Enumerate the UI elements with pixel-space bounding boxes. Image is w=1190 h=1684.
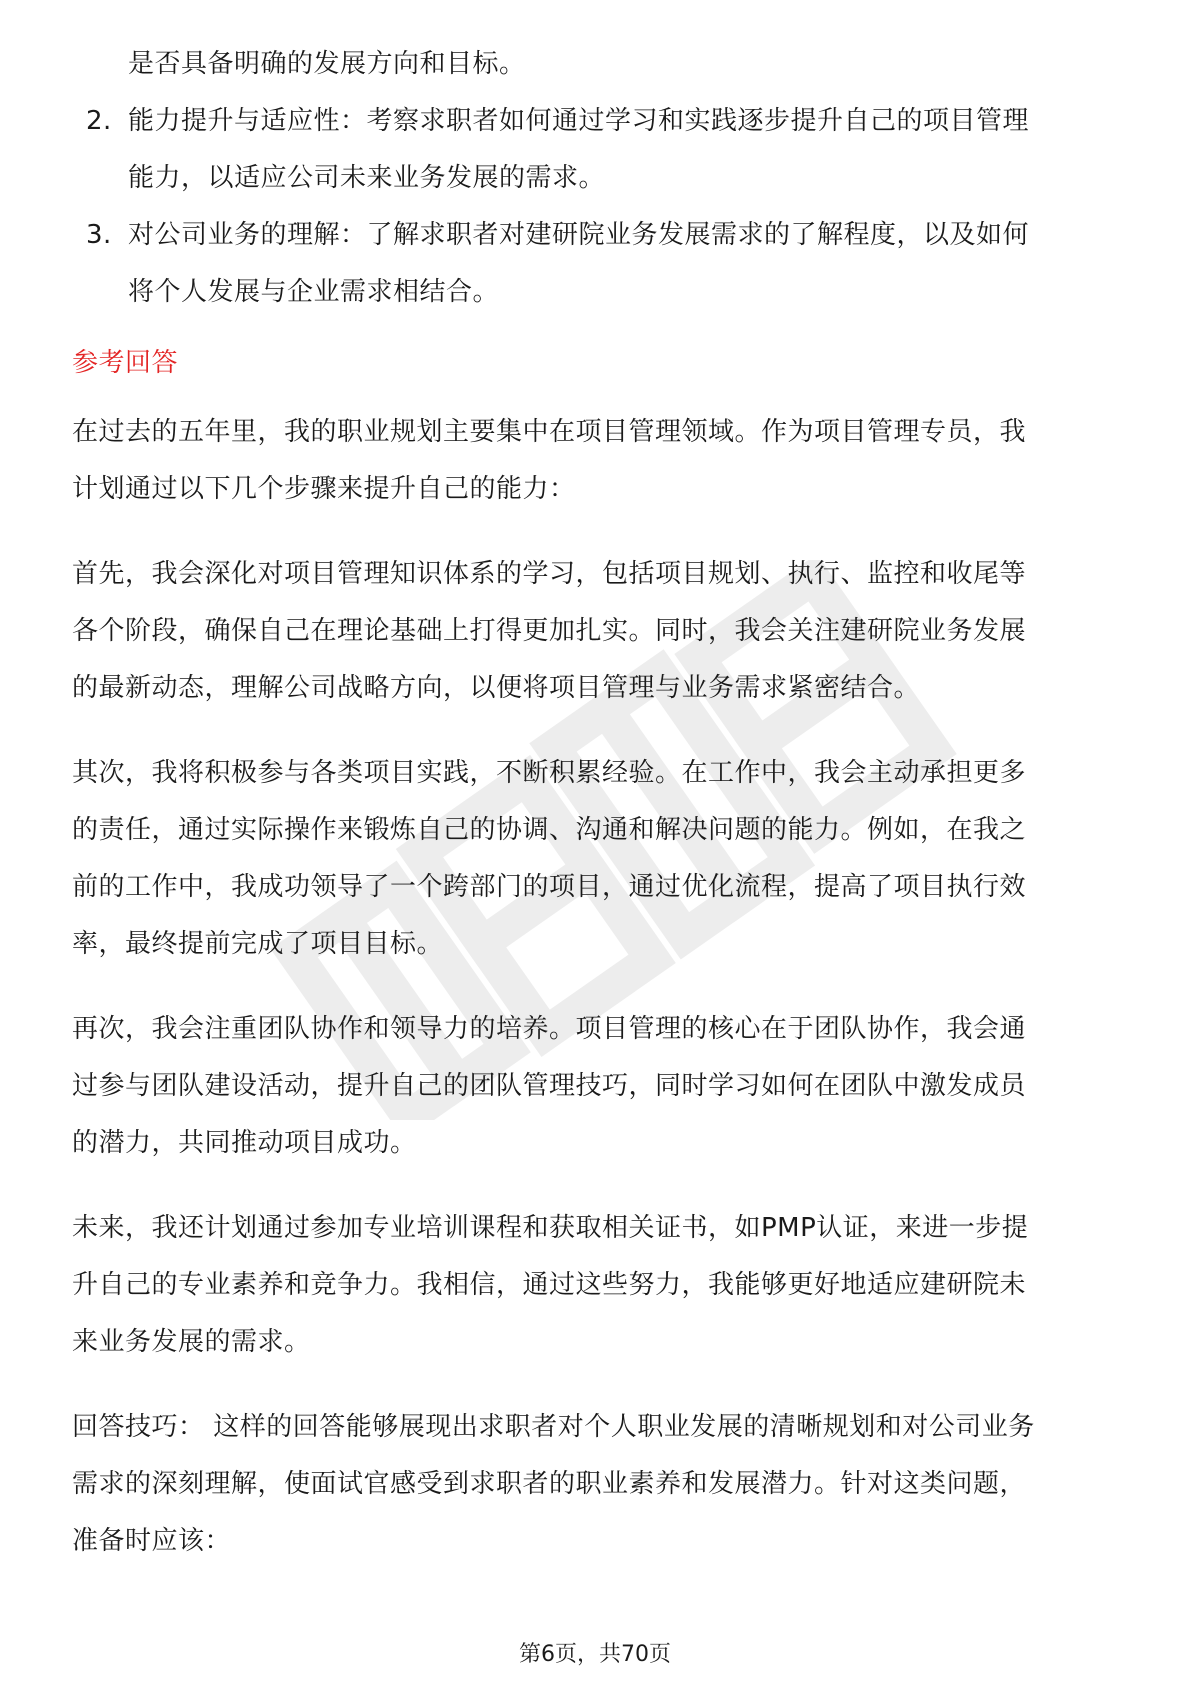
paragraph-line: 其次，我将积极参与各类项目实践，不断积累经验。在工作中，我会主动承担更多 — [72, 758, 1027, 788]
paragraph-line: 回答技巧： 这样的回答能够展现出求职者对个人职业发展的清晰规划和对公司业务 — [72, 1412, 1035, 1442]
list-continuation: 是否具备明确的发展方向和目标。 — [128, 49, 526, 79]
paragraph-line: 的最新动态，理解公司战略方向，以便将项目管理与业务需求紧密结合。 — [72, 673, 921, 703]
section-heading: 参考回答 — [72, 348, 179, 378]
paragraph — [72, 1399, 1118, 1570]
list-item — [72, 207, 1118, 321]
numbered-list — [72, 93, 1118, 321]
paragraph-line: 再次，我会注重团队协作和领导力的培养。项目管理的核心在于团队协作，我会通 — [72, 1014, 1027, 1044]
paragraph-line: 来业务发展的需求。 — [72, 1327, 311, 1357]
paragraph — [72, 1200, 1118, 1371]
list-item-text: 对公司业务的理解：了解求职者对建研院业务发展需求的了解程度，以及如何 — [128, 220, 1030, 250]
paragraph — [72, 1001, 1118, 1172]
paragraph — [72, 745, 1118, 973]
paragraph-line: 率，最终提前完成了项目目标。 — [72, 929, 444, 959]
page-footer: 第6页，共70页 — [519, 1642, 671, 1667]
document-page — [72, 0, 1118, 1570]
paragraph-line: 计划通过以下几个步骤来提升自己的能力： — [72, 474, 576, 504]
paragraph-line: 在过去的五年里，我的职业规划主要集中在项目管理领域。作为项目管理专员，我 — [72, 417, 1027, 447]
paragraph-line: 的潜力，共同推动项目成功。 — [72, 1128, 417, 1158]
paragraph-line: 前的工作中，我成功领导了一个跨部门的项目，通过优化流程，提高了项目执行效 — [72, 872, 1027, 902]
paragraph-line: 的责任，通过实际操作来锻炼自己的协调、沟通和解决问题的能力。例如，在我之 — [72, 815, 1027, 845]
paragraph-line: 需求的深刻理解，使面试官感受到求职者的职业素养和发展潜力。针对这类问题， — [72, 1469, 1027, 1499]
paragraph-line: 过参与团队建设活动，提升自己的团队管理技巧，同时学习如何在团队中激发成员 — [72, 1071, 1027, 1101]
list-item-text: 将个人发展与企业需求相结合。 — [128, 277, 500, 307]
list-item-number: 2. — [86, 106, 112, 136]
paragraph-line: 准备时应该： — [72, 1526, 232, 1556]
list-item-text: 能力提升与适应性：考察求职者如何通过学习和实践逐步提升自己的项目管理 — [128, 106, 1030, 136]
paragraph — [72, 404, 1118, 518]
paragraph-line: 未来，我还计划通过参加专业培训课程和获取相关证书，如PMP认证，来进一步提 — [72, 1213, 1029, 1243]
paragraph-line: 升自己的专业素养和竞争力。我相信，通过这些努力，我能够更好地适应建研院未 — [72, 1270, 1027, 1300]
paragraph — [72, 546, 1118, 717]
list-item-text: 能力，以适应公司未来业务发展的需求。 — [128, 163, 606, 193]
list-item-number: 3. — [86, 220, 112, 250]
list-item — [72, 93, 1118, 207]
paragraph-line: 各个阶段，确保自己在理论基础上打得更加扎实。同时，我会关注建研院业务发展 — [72, 616, 1027, 646]
paragraph-line: 首先，我会深化对项目管理知识体系的学习，包括项目规划、执行、监控和收尾等 — [72, 559, 1027, 589]
